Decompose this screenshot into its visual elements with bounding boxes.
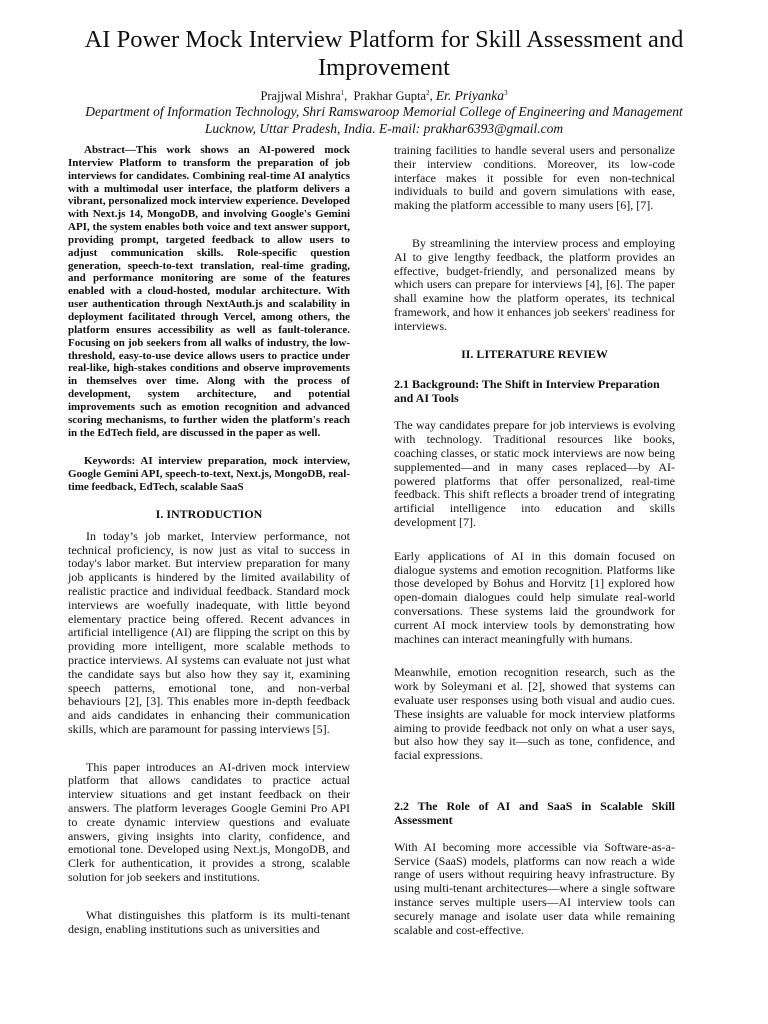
affiliation <box>40 103 728 137</box>
subsection-heading-2-1: 2.1 Background: The Shift in Interview Preparation and AI Tools <box>394 377 660 406</box>
subsection-heading-2-2: 2.2 The Role of AI and SaaS in Scalable Skill Assessment <box>394 798 675 827</box>
keywords: Keywords: AI interview preparation, mock interview, Google Gemini API, speech-to-text, Next.js, MongoDB, real-time feedback, EdTech, scalable SaaS <box>68 455 350 494</box>
paper-title: AI Power Mock Interview Platform for Skill Assessment and Improvement <box>84 26 684 81</box>
abstract: Abstract—This work shows an AI-powered mock Interview Platform to transform the preparation of job interviews for candidates. Combining real-time AI analytics with a multimodal user interface, the platform delivers a vibrant, personalized mock interview experience. Developed with Next.js 14, MongoDB, and involving Google's Gemini API, the system enables both voice and text answer support, providing prompt, targeted feedback to allow users to adjust communication skills. Role-specific question generation, speech-to-text translation, real-time grading, and performance monitoring are some of the features enabled with a cloud-hosted, modular architecture. With user authentication through NextAuth.js and scalability in deployment facilitated through Vercel, among others, the platform ensures accessibility as well as fault-tolerance. Focusing on job seekers from all walks of industry, the low-threshold, easy-to-use device allows users to practice under real-like, high-stakes conditions and observe improvements in themselves over time. Along with the process of development, system architecture, and potential improvements such as emotion recognition and advanced scoring mechanisms, to further widen the platform's reach in the EdTech field, are discussed in the paper as well. <box>68 144 350 439</box>
literature-paragraph-4: With AI becoming more accessible via Software-as-a-Service (SaaS) models, platforms can now reach a wide range of users without requiring heavy infrastructure. By using multi-tenant architectures—where a single software instance serves multiple users—AI interview tools can securely manage and isolate user data while remaining scalable and cost-effective. <box>394 839 675 937</box>
section-heading-introduction: I. INTRODUCTION <box>155 506 263 521</box>
section-heading-literature-review: II. LITERATURE REVIEW <box>461 346 608 361</box>
right-column <box>394 144 675 953</box>
author-separator-1: , <box>344 89 354 104</box>
author-2-sup: 2 <box>426 89 430 97</box>
intro-paragraph-4: By streamlining the interview process and employing AI to give lengthy feedback, the platform provides an effective, budget-friendly, and personalized means by which users can prepare for interviews [4], [6]. The paper shall examine how the platform operates, its technical framework, and how it enhances job seekers' readiness for interviews. <box>394 235 675 333</box>
author-1: Prajjwal Mishra <box>260 89 341 104</box>
affiliation-line-1: Department of Information Technology, Shri Ramswaroop Memorial College of Engineering and Management <box>85 104 683 119</box>
affiliation-line-2: Lucknow, Uttar Pradesh, India. E-mail: prakhar6393@gmail.com <box>204 121 564 136</box>
intro-paragraph-1: In today’s job market, Interview performance, not technical proficiency, is now just as vital to success in today's labor market. But interview preparation for many job applicants is hindered by the limited availability of realistic practice and individual feedback. Standard mock interviews are woefully inadequate, with little beyond elementary practice being offered. Recent advances in artificial intelligence (AI) are flipping the script on this by providing more intelligent, more scalable methods to practice interviews. AI systems can evaluate not just what the candidate says but also how they say it, examining speech patterns, emotional tone, and non-verbal behaviours [2], [3]. This enables more in-depth feedback and aids candidates in enhancing their communication skills, which are paramount for passing interviews [5]. <box>68 528 350 736</box>
intro-paragraph-3: What distinguishes this platform is its multi-tenant design, enabling institutions such as universities and <box>68 907 350 936</box>
author-3: Er. Priyanka <box>435 88 505 104</box>
literature-paragraph-1: The way candidates prepare for job interviews is evolving with technology. Traditional resources like books, coaching classes, or static mock interviews are now being supplemented—and in many cases replaced—by AI-powered platforms that offer personalized, real-time feedback. This shift reflects a broader trend of integrating artificial intelligence into education and skills development [7]. <box>394 418 675 529</box>
author-1-sup: 1 <box>340 89 345 97</box>
author-separator-2: , <box>429 89 436 104</box>
author-3-sup: 3 <box>504 89 508 97</box>
literature-paragraph-2: Early applications of AI in this domain focused on dialogue systems and emotion recognition. Platforms like those developed by Bohus and Horvitz [1] explored how open-domain dialogues could help simulate real-world conversations. These systems laid the groundwork for current AI mock interview tools by demonstrating how machines can interact meaningfully with humans. <box>394 548 675 646</box>
literature-paragraph-3: Meanwhile, emotion recognition research, such as the work by Soleymani et al. [2], showed that systems can evaluate user responses using both visual and audio cues. These insights are valuable for mock interview platforms aiming to provide feedback not only on what a user says, but also how they say it—such as tone, confidence, and facial expressions. <box>394 665 675 763</box>
author-line <box>70 85 698 104</box>
author-2: Prakhar Gupta <box>353 89 427 104</box>
left-column <box>68 144 350 952</box>
intro-paragraph-2: This paper introduces an AI-driven mock interview platform that allows candidates to practice actual interview situations and get instant feedback on their answers. The platform leverages Google Gemini Pro API to create dynamic interview questions and evaluate answers, giving insights into clarity, confidence, and emotional tone. Developed using Next.js, MongoDB, and Clerk for authentication, it provides a strong, scalable solution for job seekers and institutions. <box>68 759 350 885</box>
intro-paragraph-3-continued: training facilities to handle several users and personalize their interview conditions. Moreover, its low-code interface makes it possible for even non-technical individuals to build and govern simulations with ease, making the platform accessible to many users [6], [7]. <box>394 143 675 213</box>
